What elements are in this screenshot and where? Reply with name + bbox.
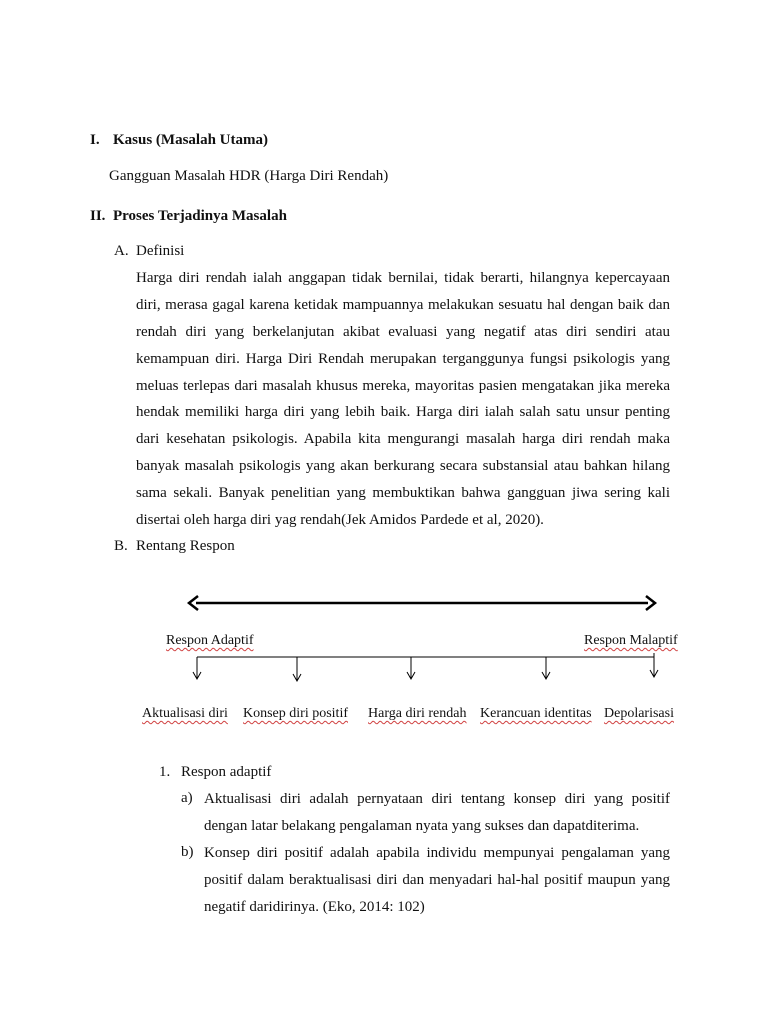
down-arrow-icon [293, 657, 301, 681]
down-arrow-icon [407, 657, 415, 679]
down-arrow-icon [193, 657, 201, 679]
sub-b-title: Rentang Respon [136, 538, 235, 554]
list-item-line: positif dalam beraktualisasi diri dan menyadari hal-hal positif maupun yang [204, 871, 670, 888]
section-1-number: I. [90, 132, 100, 148]
definition-line: rendah diri yang berkelanjutan akibat evaluasi yang negatif atas diri sendiri atau [136, 323, 670, 340]
list-item-letter: a) [181, 790, 193, 806]
list-item-line: Aktualisasi diri adalah pernyataan diri tentang konsep diri yang positif [204, 791, 670, 807]
list-item-text [204, 786, 670, 840]
down-arrow-icon [650, 657, 658, 677]
list-item-letter: b) [181, 844, 194, 860]
respon-adaptif-label: Respon Adaptif [166, 633, 254, 648]
definition-line: sama sekali. Banyak penelitian yang membuktikan bahwa gangguan jiwa sering kali [136, 485, 670, 502]
diagram-item: Aktualisasi diri [142, 706, 228, 721]
diagram-item: Kerancuan identitas [480, 706, 592, 721]
respon-malaptif-label: Respon Malaptif [584, 633, 678, 648]
definition-line: disertai oleh harga diri yag rendah(Jek Amidos Pardede et al, 2020). [136, 512, 544, 529]
definition-line: meluas terlepas dari masalah khusus mereka, mayoritas pasien mengatakan jika mereka [136, 377, 670, 394]
section-1-title: Kasus (Masalah Utama) [113, 132, 269, 148]
section-2-number: II. [90, 208, 106, 224]
down-arrow-icon [542, 657, 550, 679]
list-title: Respon adaptif [181, 764, 272, 780]
list-number: 1. [159, 764, 171, 780]
section-1-content: Gangguan Masalah HDR (Harga Diri Rendah) [109, 168, 389, 184]
sub-a-title: Definisi [136, 243, 185, 259]
definition-line: dari kesehatan psikologis. Apabila kita mengurangi masalah harga diri rendah maka [136, 431, 670, 448]
diagram-item: Konsep diri positif [243, 706, 348, 721]
definition-line: hendak memiliki harga diri yang lebih baik. Harga diri ialah salah satu unsur penting [136, 404, 670, 421]
sub-b-letter: B. [114, 538, 128, 554]
definition-line: diri, merasa gagal karena ketidak mampuannya melakukan sesuatu hal dengan baik dan [136, 296, 670, 313]
definition-line: kemampuan diri. Harga Diri Rendah merupakan terganggunya fungsi psikologis yang [136, 350, 670, 367]
list-item-line: Konsep diri positif adalah apabila individu mempunyai pengalaman yang [204, 845, 670, 861]
list-item-text [204, 840, 670, 921]
definition-line: banyak masalah psikologis yang akan berkurang secara substansial atau bahkan hilang [136, 458, 670, 475]
section-2-title: Proses Terjadinya Masalah [113, 208, 287, 224]
definition-line: Harga diri rendah ialah anggapan tidak bernilai, tidak berarti, hilangnya kepercayaan [136, 270, 670, 286]
sub-a-letter: A. [114, 243, 129, 259]
list-item-line: dengan latar belakang pengalaman nyata yang sukses dan dapatditerima. [204, 817, 640, 834]
diagram-item: Harga diri rendah [368, 706, 467, 721]
diagram-item: Depolarisasi [604, 706, 674, 721]
list-item-line: negatif daridirinya. (Eko, 2014: 102) [204, 898, 425, 915]
